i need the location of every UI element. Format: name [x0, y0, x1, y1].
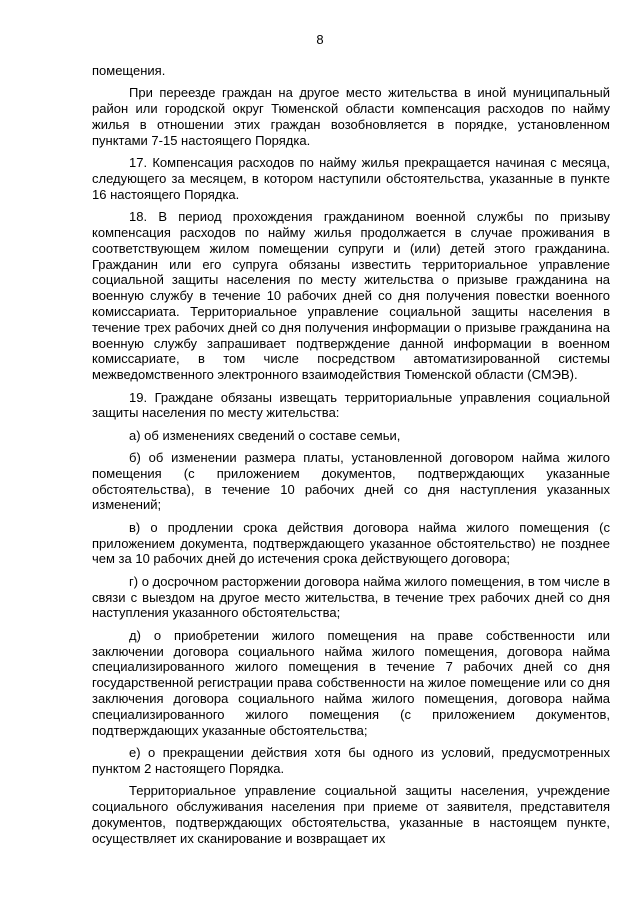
- paragraph-relocation: При переезде граждан на другое место жительства в иной муниципальный район или городской округ Тюменской области компенсация расходов по найму жилья в отношении этих граждан возобновляется в порядке, установленном пунктами 7-15 настоящего Порядка.: [92, 85, 610, 148]
- paragraph-continuation: помещения.: [92, 63, 166, 78]
- list-item-19d: д) о приобретении жилого помещения на праве собственности или заключении договора социального найма жилого помещения, договора найма специализированного жилого помещения в течение 7 рабочих дней со дня государственной регистрации права собственности на жилое помещение или со дня заключения договора социального найма жилого помещения, договора найма специализированного жилого помещения (с приложением документов, подтверждающих указанные обстоятельства;: [92, 627, 610, 738]
- paragraph-item-19: 19. Граждане обязаны извещать территориальные управления социальной защиты населения по месту жительства:: [92, 389, 610, 421]
- list-item-19a: а) об изменениях сведений о составе семьи,: [129, 427, 401, 443]
- paragraph-item-17: 17. Компенсация расходов по найму жилья прекращается начиная с месяца, следующего за месяцем, в котором наступили обстоятельства, указанные в пункте 16 настоящего Порядка.: [92, 155, 610, 202]
- page-number: 8: [316, 32, 324, 47]
- paragraph-item-18: 18. В период прохождения гражданином военной службы по призыву компенсация расходов по найму жилья продолжается в случае проживания в соответствующем жилом помещении супруги и (или) детей этого гражданина. Гражданин или его супруга обязаны известить территориальное управление социальной защиты населения по месту жительства о призыве гражданина на военную службу в течение 10 рабочих дней со дня получения повестки военного комиссариата. Территориальное управление социальной защиты населения в течение трех рабочих дней со дня получения информации о призыве гражданина на военную службу запрашивает подтверждение данной информации в военном комиссариате, в том числе посредством автоматизированной системы межведомственного электронного взаимодействия Тюменской области (СМЭВ).: [92, 209, 610, 383]
- list-item-19b: б) об изменении размера платы, установленной договором найма жилого помещения (с приложением документов, подтверждающих указанные обстоятельства), в течение 10 рабочих дней со дня наступления указанных изменений;: [92, 450, 610, 513]
- list-item-19e: е) о прекращении действия хотя бы одного из условий, предусмотренных пунктом 2 настоящего Порядка.: [92, 745, 610, 776]
- list-item-19v: в) о продлении срока действия договора найма жилого помещения (с приложением документа, подтверждающего указанное обстоятельство) не позднее чем за 10 рабочих дней до истечения срока действующего договора;: [92, 519, 610, 567]
- list-item-19g: г) о досрочном расторжении договора найма жилого помещения, в том числе в связи с выездом на другое место жительства, в течение трех рабочих дней со дня наступления указанного обстоятельства;: [92, 573, 610, 621]
- document-body: [92, 63, 610, 853]
- paragraph-territorial-office: Территориальное управление социальной защиты населения, учреждение социального обслуживания населения при приеме от заявителя, представителя документов, подтверждающих обстоятельства, указанные в настоящем пункте, осуществляет их сканирование и возвращает их: [92, 783, 610, 846]
